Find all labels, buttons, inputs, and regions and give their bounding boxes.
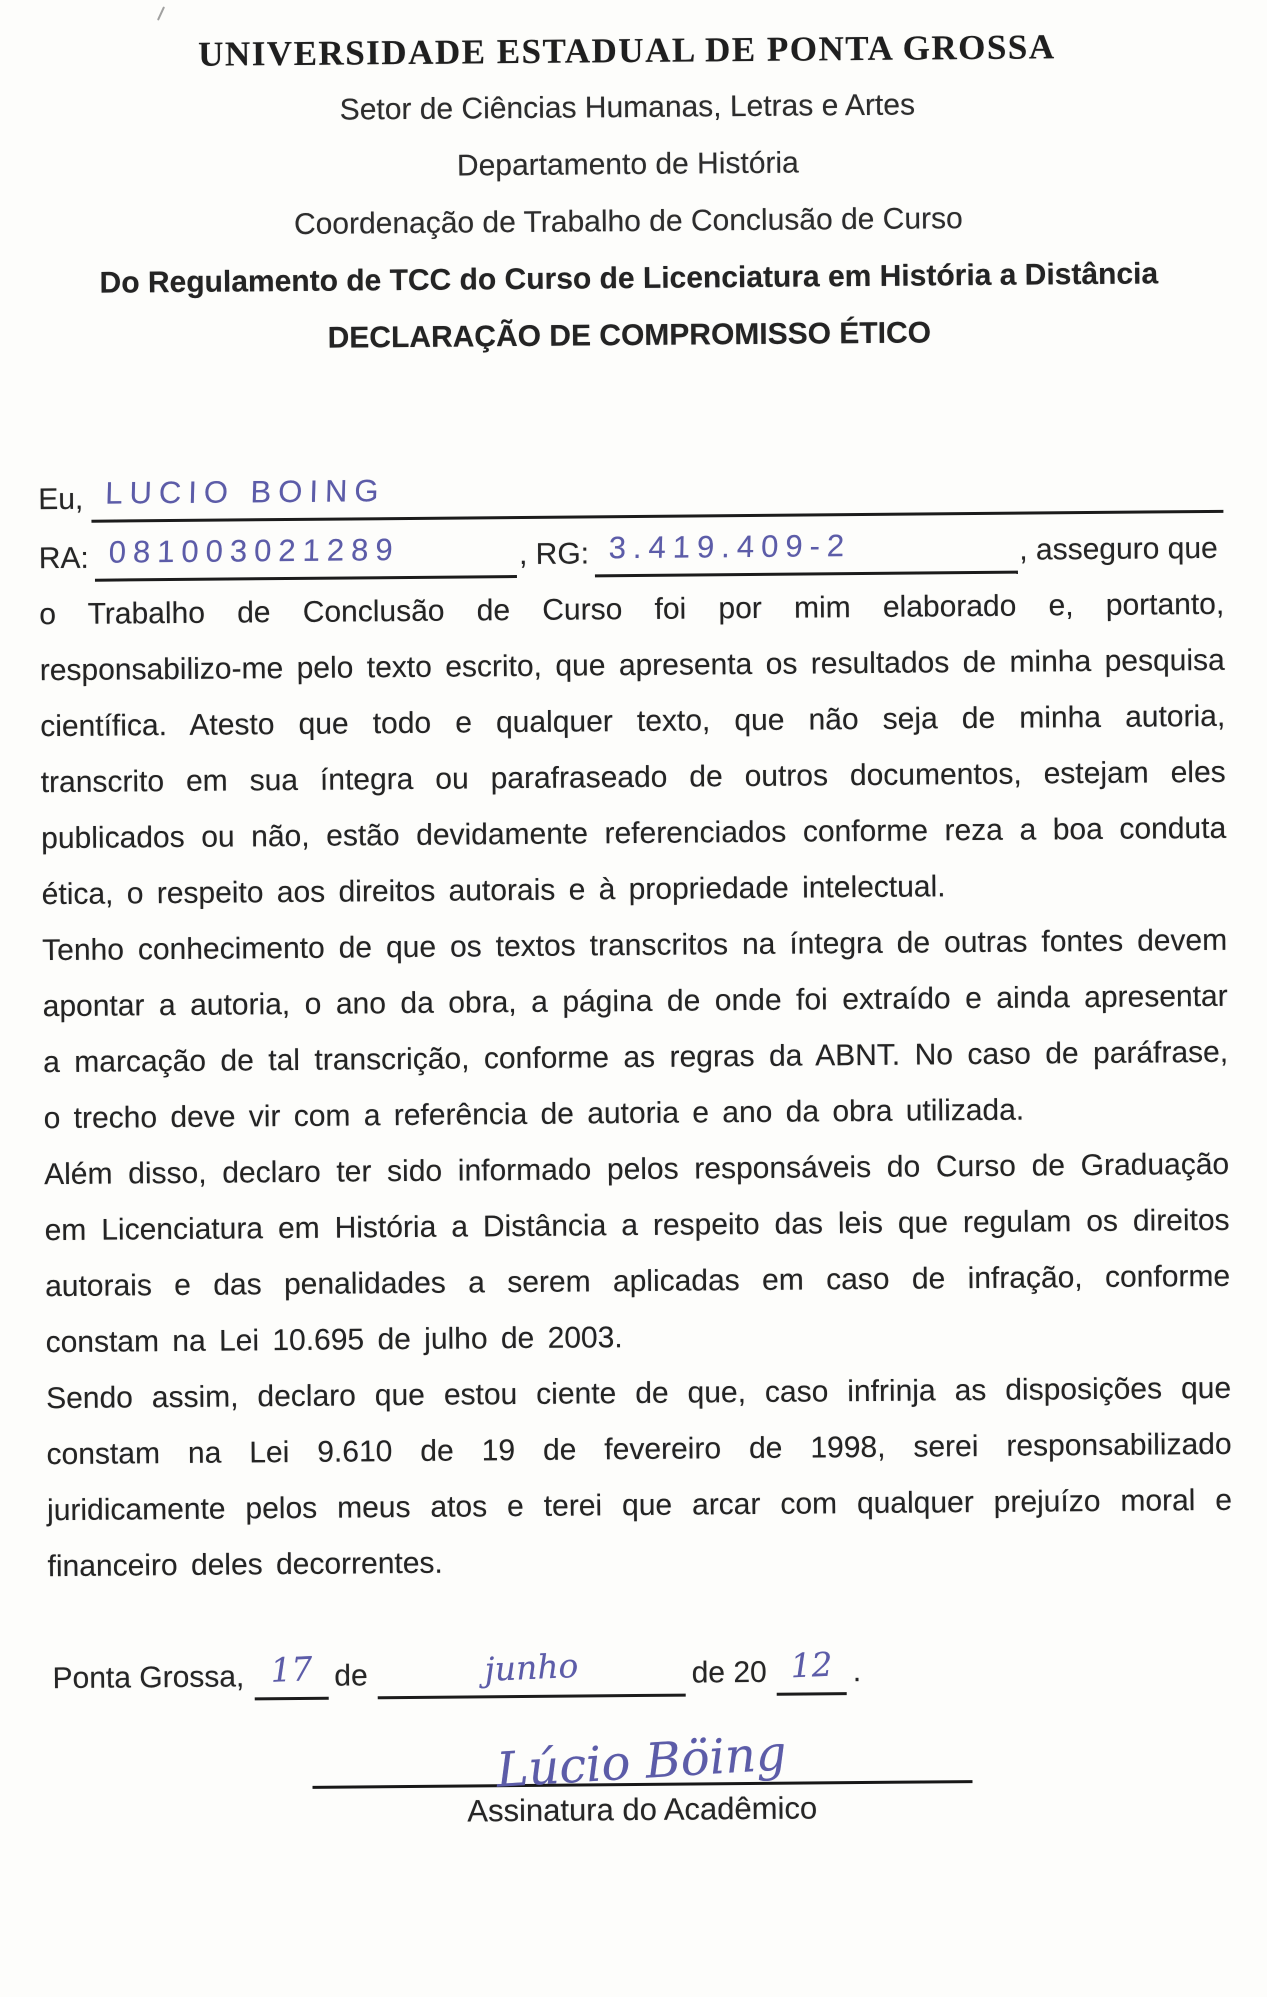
ra-label: RA: [38, 541, 89, 576]
year-field [776, 1640, 846, 1696]
scan-stray-pen-mark [157, 6, 165, 20]
paragraph-4: Sendo assim, declaro que estou ciente de que, caso infrinja as disposições que constam na Lei 9.610 de 19 de fevereiro de 1998, serei responsabilizado juridicamente pelos meus atos e terei que arcar com qualquer prejuízo moral e financeiro deles decorrentes. [45, 1371, 1233, 1584]
ra-rg-line [39, 518, 1224, 587]
rg-label: , RG: [518, 537, 590, 571]
assure-text: , asseguro que [1019, 531, 1218, 567]
signature-block [312, 1725, 973, 1831]
declaration-body [39, 577, 1233, 1595]
year-handwritten-value: 12 [789, 1644, 834, 1686]
day-field [254, 1645, 328, 1701]
de-label-1: de [334, 1659, 368, 1693]
university-name: UNIVERSIDADE ESTADUAL DE PONTA GROSSA [197, 27, 1056, 74]
paragraph-1: o Trabalho de Conclusão de Curso foi por mim elaborado e, portanto, responsabilizo-me pelo texto escrito, que apresenta os resultados de minha pesquisa científica. Atesto que todo e qualquer texto, que não seja de minha autoria, transcrito em sua íntegra ou parafraseado de outros documentos, estejam eles publicados ou não, estão devidamente referenciados conforme reza a boa conduta ética, o respeito aos direitos autorais e à propriedade intelectual. [39, 587, 1227, 912]
date-period: . [852, 1655, 862, 1689]
month-field [377, 1642, 685, 1700]
name-field [91, 459, 1223, 523]
document-content [34, 17, 1235, 1833]
de-20-label: de 20 [691, 1655, 767, 1690]
day-handwritten-value: 17 [269, 1649, 314, 1690]
eu-label: Eu, [38, 482, 84, 517]
name-line [38, 459, 1223, 528]
rg-handwritten-value: 3.419.409-2 [608, 528, 852, 566]
name-handwritten-value: LUCIO BOING [104, 473, 386, 511]
signature-handwriting: Lúcio Böing [495, 1725, 789, 1799]
regulation-line: Do Regulamento de TCC do Curso de Licenciatura em História a Distância [99, 257, 1159, 300]
paragraph-3: Além disso, declaro ter sido informado pelos responsáveis do Curso de Graduação em Licenciatura em História a Distância a respeito das leis que regulam os direitos autorais e das penalidades a serem aplicadas em caso de infração, conforme constam na Lei 10.695 de julho de 2003. [44, 1147, 1231, 1360]
coordination-line: Coordenação de Trabalho de Conclusão de Curso [293, 202, 963, 241]
department-line: Departamento de História [456, 146, 799, 183]
rg-field [595, 520, 1018, 578]
sector-line: Setor de Ciências Humanas, Letras e Artes [339, 88, 916, 127]
document-title: DECLARAÇÃO DE COMPROMISSO ÉTICO [327, 316, 932, 355]
city-label: Ponta Grossa, [52, 1660, 245, 1696]
ra-handwritten-value: 081003021289 [108, 532, 401, 570]
month-handwritten-value: junho [483, 1645, 580, 1689]
paragraph-2: Tenho conhecimento de que os textos transcritos na íntegra de outras fontes devem apontar a autoria, o ano da obra, a página de onde foi extraído e ainda apresentar a marcação de tal transcrição, conforme as regras da ABNT. No caso de paráfrase, o trecho deve vir com a referência de autoria e ano da obra utilizada. [42, 923, 1229, 1136]
date-line [48, 1637, 1233, 1707]
signature-label: Assinatura do Acadêmico [467, 1790, 818, 1829]
ra-field [95, 524, 518, 582]
